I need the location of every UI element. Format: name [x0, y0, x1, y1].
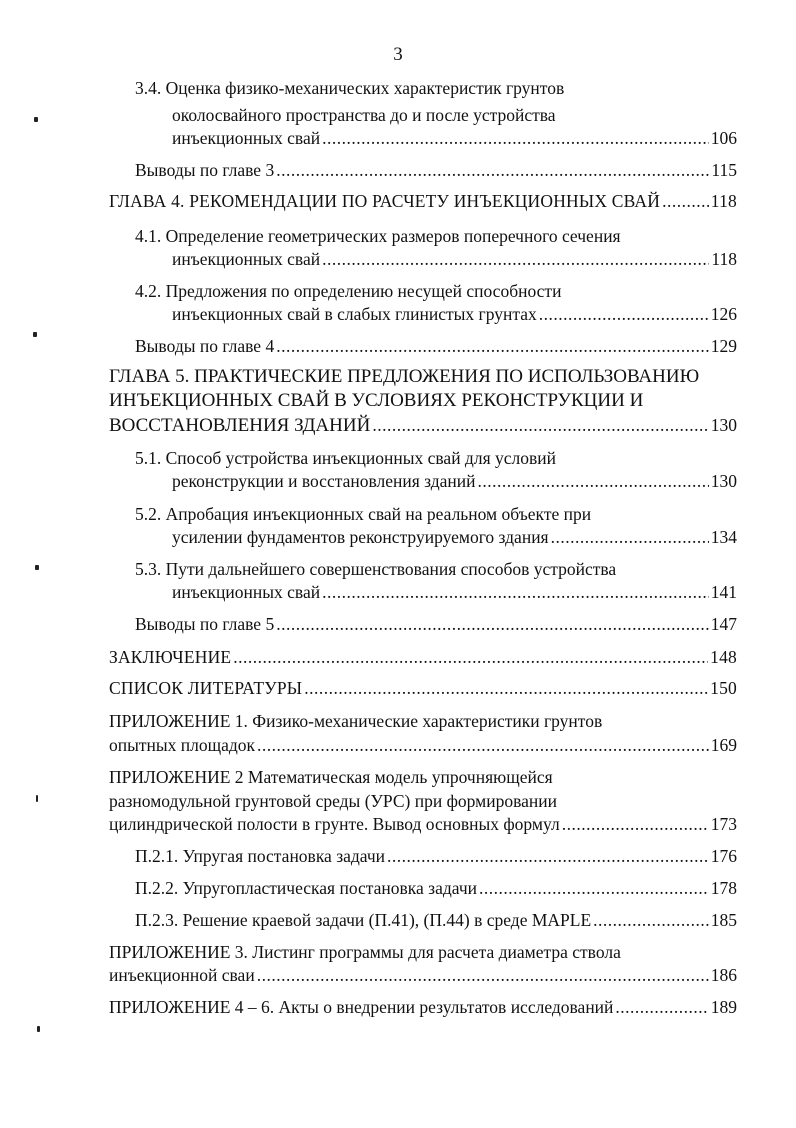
leader-dots — [233, 646, 708, 668]
leader-dots — [615, 996, 708, 1018]
toc-chapter4-conclusions[interactable]: Выводы по главе 4 ..... 129 — [135, 335, 737, 357]
toc-3-4-line2: околосвайного пространства до и после устройства — [172, 105, 556, 125]
leader-dots — [372, 414, 708, 436]
leader-dots — [257, 734, 709, 756]
toc-chapter5-line2: ИНЪЕКЦИОННЫХ СВАЙ В УСЛОВИЯХ РЕКОНСТРУКЦИИ И — [109, 390, 644, 411]
toc-p2-3[interactable]: П.2.3. Решение краевой задачи (П.41), (П.44) в среде MAPLE ..... 185 — [135, 909, 737, 931]
scan-mark — [34, 117, 38, 122]
toc-5-1-page: 130 — [710, 471, 737, 491]
leader-dots — [257, 964, 709, 986]
toc-p2-1-page: 176 — [710, 846, 737, 866]
leader-dots — [479, 877, 709, 899]
toc-conclusion[interactable]: ЗАКЛЮЧЕНИЕ ..... 148 — [109, 646, 737, 668]
leader-dots — [322, 248, 709, 270]
toc-p2-2[interactable]: П.2.2. Упругопластическая постановка задачи ..... 178 — [135, 877, 737, 899]
toc-references[interactable]: СПИСОК ЛИТЕРАТУРЫ ..... 150 — [109, 677, 737, 699]
toc-5-2-line1: 5.2. Апробация инъекционных свай на реальном объекте при — [135, 504, 592, 524]
toc-5-3-page: 141 — [710, 582, 737, 602]
toc-3-4-line3: инъекционных свай ..... 106 — [172, 127, 737, 149]
toc-5-2-line2: усилении фундаментов реконструируемого здания ..... 134 — [172, 526, 737, 548]
toc-5-1-line1: 5.1. Способ устройства инъекционных свай для условий — [135, 448, 556, 468]
toc-p2-2-page: 178 — [710, 878, 737, 898]
toc-chapter5-page: 130 — [710, 415, 737, 435]
toc-chapter5-line3: ВОССТАНОВЛЕНИЯ ЗДАНИЙ ..... 130 — [109, 414, 737, 437]
page-number: 3 — [393, 44, 403, 65]
scan-mark — [36, 795, 38, 802]
leader-dots — [276, 613, 709, 635]
toc-4-1-line2: инъекционных свай ..... 118 — [172, 248, 737, 270]
toc-conclusion-page: 148 — [710, 647, 737, 667]
toc-chapter5-line1: ГЛАВА 5. ПРАКТИЧЕСКИЕ ПРЕДЛОЖЕНИЯ ПО ИСПОЛЬЗОВАНИЮ — [109, 366, 700, 387]
toc-appendix2-line3: цилиндрической полости в грунте. Вывод основных формул ..... 173 — [109, 813, 737, 835]
toc-appendix4-6[interactable]: ПРИЛОЖЕНИЕ 4 – 6. Акты о внедрении результатов исследований ..... 189 — [109, 996, 737, 1018]
leader-dots — [539, 303, 709, 325]
toc-4-2-page: 126 — [710, 304, 737, 324]
toc-appendix2-line1: ПРИЛОЖЕНИЕ 2 Математическая модель упрочняющейся — [109, 767, 553, 787]
leader-dots — [387, 845, 709, 867]
toc-chapter3-conclusions[interactable]: Выводы по главе 3 ..... 115 — [135, 159, 737, 181]
toc-4-2-line2: инъекционных свай в слабых глинистых грунтах ..... 126 — [172, 303, 737, 325]
leader-dots — [662, 190, 709, 212]
toc-appendix2-line2: разномодульной грунтовой среды (УРС) при формировании — [109, 791, 557, 811]
leader-dots — [276, 159, 709, 181]
toc-5-1-line2: реконструкции и восстановления зданий ..... 130 — [172, 470, 737, 492]
toc-chapter3-conclusions-page: 115 — [711, 160, 737, 180]
toc-appendix3-page: 186 — [710, 965, 737, 985]
toc-p2-1[interactable]: П.2.1. Упругая постановка задачи ..... 176 — [135, 845, 737, 867]
leader-dots — [562, 813, 709, 835]
toc-3-4-line1: 3.4. Оценка физико-механических характеристик грунтов — [135, 78, 565, 98]
toc-appendix1-line1: ПРИЛОЖЕНИЕ 1. Физико-механические характеристики грунтов — [109, 711, 603, 731]
leader-dots — [276, 335, 709, 357]
toc-chapter4-conclusions-page: 129 — [710, 336, 737, 356]
leader-dots — [593, 909, 709, 931]
toc-4-1-line1: 4.1. Определение геометрических размеров поперечного сечения — [135, 226, 621, 246]
leader-dots — [478, 470, 709, 492]
toc-appendix1-page: 169 — [710, 735, 737, 755]
toc-appendix4-6-page: 189 — [710, 997, 737, 1017]
toc-appendix3-line2: инъекционной сваи ..... 186 — [109, 964, 737, 986]
toc-appendix2-page: 173 — [710, 814, 737, 834]
toc-appendix3-line1: ПРИЛОЖЕНИЕ 3. Листинг программы для расчета диаметра ствола — [109, 942, 621, 962]
scan-mark — [33, 332, 37, 337]
toc-5-2-page: 134 — [710, 527, 737, 547]
scan-mark — [37, 1026, 40, 1032]
toc-appendix1-line2: опытных площадок ..... 169 — [109, 734, 737, 756]
toc-chapter5-conclusions[interactable]: Выводы по главе 5 ..... 147 — [135, 613, 737, 635]
toc-3-4-page: 106 — [710, 128, 737, 148]
toc-p2-3-page: 185 — [710, 910, 737, 930]
toc-4-2-line1: 4.2. Предложения по определению несущей способности — [135, 281, 562, 301]
toc-chapter4[interactable]: ГЛАВА 4. РЕКОМЕНДАЦИИ ПО РАСЧЕТУ ИНЪЕКЦИОННЫХ СВАЙ ..... 118 — [109, 190, 737, 212]
toc-chapter5-conclusions-page: 147 — [710, 614, 737, 634]
leader-dots — [322, 127, 709, 149]
toc-5-3-line2: инъекционных свай ..... 141 — [172, 581, 737, 603]
toc-5-3-line1: 5.3. Пути дальнейшего совершенствования способов устройства — [135, 559, 617, 579]
scan-mark — [35, 565, 39, 570]
toc-references-page: 150 — [710, 678, 737, 698]
toc-4-1-page: 118 — [711, 249, 737, 269]
leader-dots — [304, 677, 708, 699]
leader-dots — [551, 526, 709, 548]
toc-chapter4-page: 118 — [710, 191, 737, 211]
leader-dots — [322, 581, 709, 603]
